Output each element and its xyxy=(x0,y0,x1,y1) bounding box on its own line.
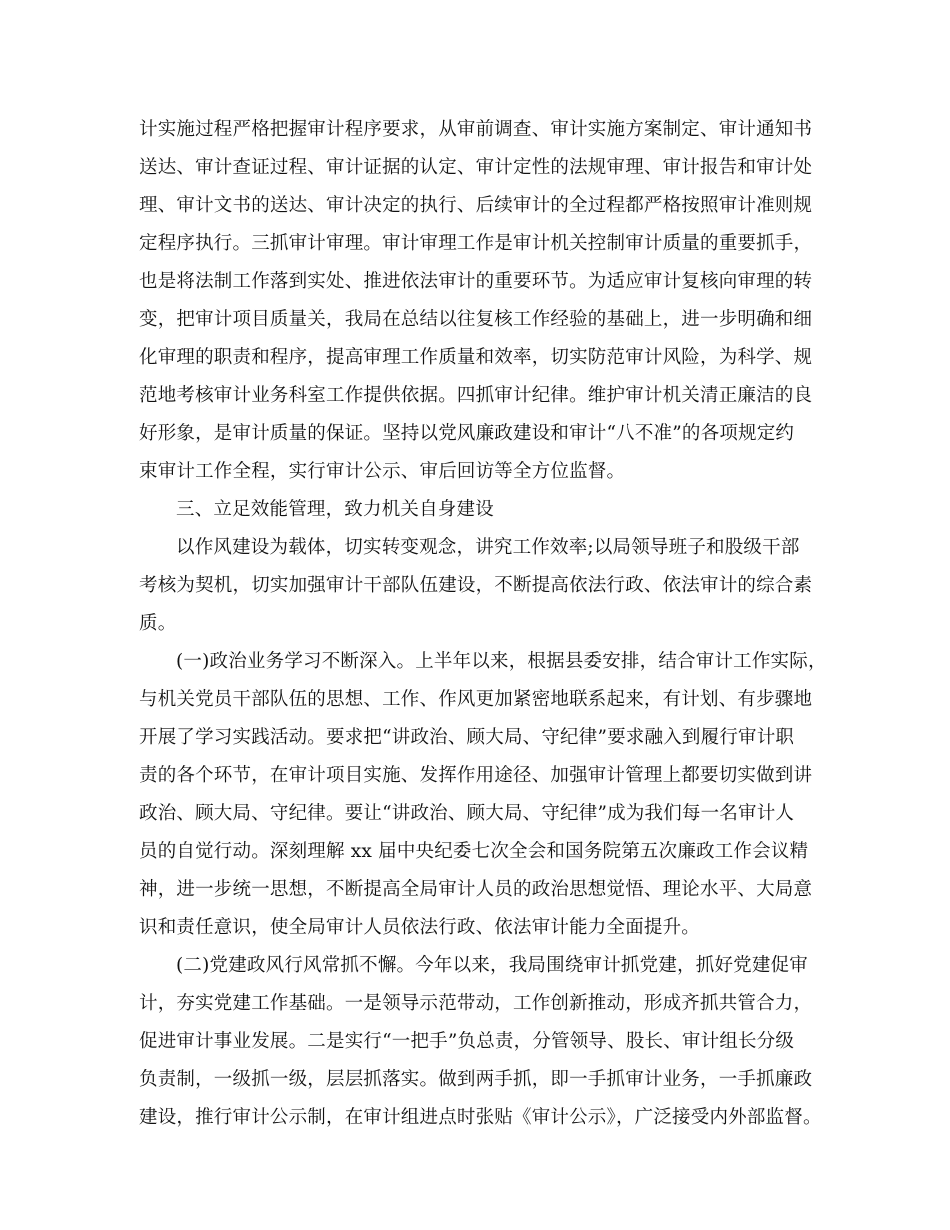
text-line: 计，夯实党建工作基础。一是领导示范带动，工作创新推动，形成齐抓共管合力， xyxy=(139,993,813,1014)
text-line: 开展了学习实践活动。要求把“讲政治、顾大局、守纪律”要求融入到履行审计职 xyxy=(139,727,795,748)
text-line: 负责制，一级抓一级，层层抓落实。做到两手抓，即一手抓审计业务，一手抓廉政 xyxy=(139,1069,813,1090)
text-line: 政治、顾大局、守纪律。要让“讲政治、顾大局、守纪律”成为我们每一名审计人 xyxy=(139,803,795,824)
text-line: 建设，推行审计公示制，在审计组进点时张贴《审计公示》，广泛接受内外部监督。 xyxy=(139,1107,822,1128)
text-line: 促进审计事业发展。二是实行“一把手”负总责，分管领导、股长、审计组长分级 xyxy=(139,1031,795,1052)
text-line: 以作风建设为载体，切实转变观念，讲究工作效率;以局领导班子和股级干部 xyxy=(176,537,800,558)
text-line: 定程序执行。三抓审计审理。审计审理工作是审计机关控制审计质量的重要抓手， xyxy=(139,233,813,254)
text-line: 束审计工作全程，实行审计公示、审后回访等全方位监督。 xyxy=(139,461,626,482)
text-line: 理、审计文书的送达、审计决定的执行、后续审计的全过程都严格按照审计准则规 xyxy=(139,195,813,216)
text-line: 识和责任意识，使全局审计人员依法行政、依法审计能力全面提升。 xyxy=(139,917,701,938)
text-line: 好形象，是审计质量的保证。坚持以党风廉政建设和审计“八不准”的各项规定约 xyxy=(139,423,795,444)
text-line: 与机关党员干部队伍的思想、工作、作风更加紧密地联系起来，有计划、有步骤地 xyxy=(139,689,813,710)
subsection-heading: (二)党建政风行风常抓不懈。今年以来，我局围绕审计抓党建，抓好党建促审 xyxy=(176,955,808,976)
text-line: 范地考核审计业务科室工作提供依据。四抓审计纪律。维护审计机关清正廉洁的良 xyxy=(139,385,813,406)
text-line: 计实施过程严格把握审计程序要求，从审前调查、审计实施方案制定、审计通知书 xyxy=(139,119,813,140)
text-line: 神，进一步统一思想，不断提高全局审计人员的政治思想觉悟、理论水平、大局意 xyxy=(139,879,813,900)
text-line: 考核为契机，切实加强审计干部队伍建设，不断提高依法行政、依法审计的综合素 xyxy=(139,575,813,596)
text-line: 员的自觉行动。深刻理解 xx 届中央纪委七次全会和国务院第五次廉政工作会议精 xyxy=(139,841,809,862)
subsection-heading: (一)政治业务学习不断深入。上半年以来，根据县委安排，结合审计工作实际， xyxy=(176,651,827,672)
text-line: 也是将法制工作落到实处、推进依法审计的重要环节。为适应审计复核向审理的转 xyxy=(139,271,813,292)
text-line: 变，把审计项目质量关，我局在总结以往复核工作经验的基础上，进一步明确和细 xyxy=(139,309,813,330)
text-line: 责的各个环节，在审计项目实施、发挥作用途径、加强审计管理上都要切实做到讲 xyxy=(139,765,813,786)
text-line: 化审理的职责和程序，提高审理工作质量和效率，切实防范审计风险，为科学、规 xyxy=(139,347,813,368)
text-line: 送达、审计查证过程、审计证据的认定、审计定性的法规审理、审计报告和审计处 xyxy=(139,157,813,178)
section-heading: 三、立足效能管理，致力机关自身建设 xyxy=(176,499,494,520)
text-line: 质。 xyxy=(139,613,177,634)
